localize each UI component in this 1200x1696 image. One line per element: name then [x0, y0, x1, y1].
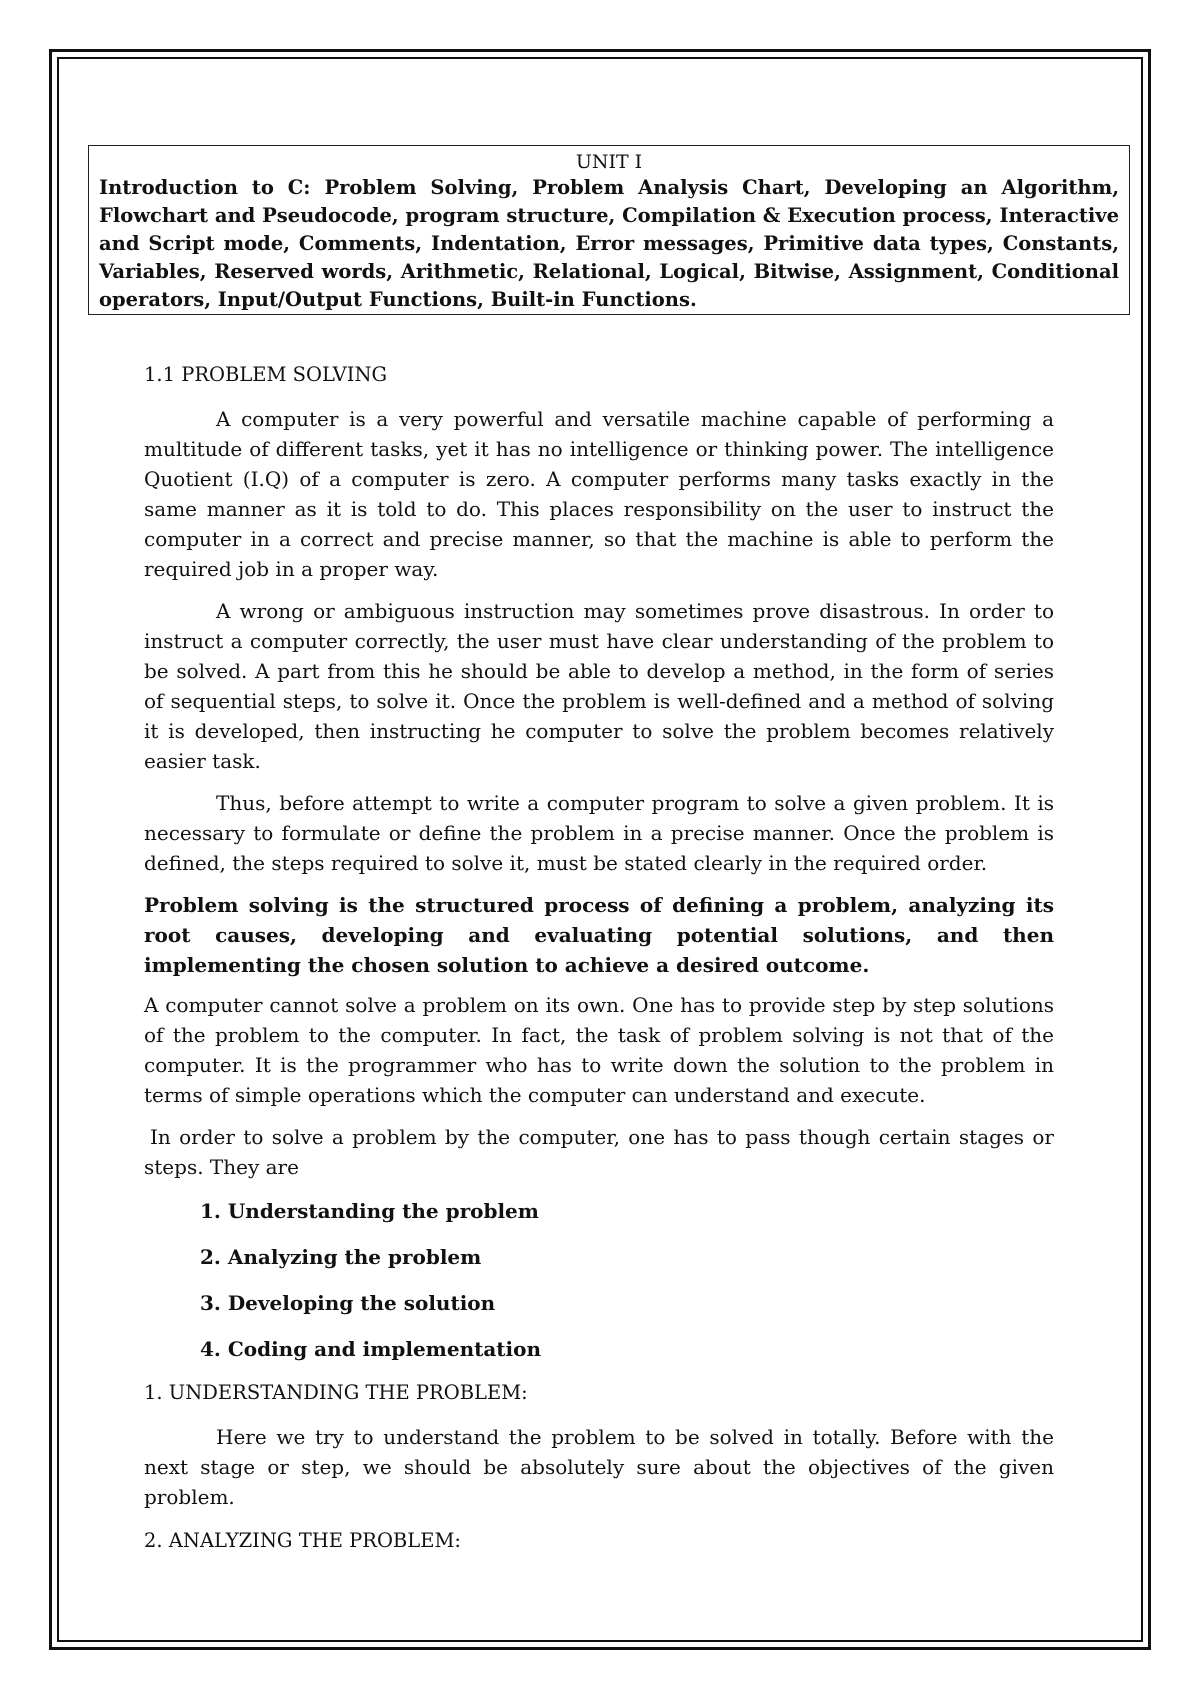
main-content	[144, 360, 1054, 1556]
list-item: 1. Understanding the problem	[200, 1199, 539, 1223]
unit-summary-box	[88, 145, 1130, 315]
unit-title: UNIT I	[575, 151, 643, 173]
section-heading: 1.1 PROBLEM SOLVING	[144, 363, 388, 386]
understanding-paragraph: Here we try to understand the problem to be solved in totally. Before with the next stage or step, we should be absolutely sure about the objectives of the given problem.	[144, 1425, 1054, 1509]
steps-list	[200, 1188, 1054, 1372]
list-item: 4. Coding and implementation	[200, 1337, 542, 1361]
unit-description: Introduction to C: Problem Solving, Problem Analysis Chart, Developing an Algorithm, Flowchart and Pseudocode, program structure, Compilation & Execution process, Interactive and Script mode, Comments, Indentation, Error messages, Primitive data types, Constants, Variables, Reserved words, Arithmetic, Relational, Logical, Bitwise, Assignment, Conditional operators, Input/Output Functions, Built-in Functions.	[99, 176, 1119, 311]
paragraph-intro: A computer is a very powerful and versatile machine capable of performing a multitude of different tasks, yet it has no intelligence or thinking power. The intelligence Quotient (I.Q) of a computer is zero. A computer performs many tasks exactly in the same manner as it is told to do. This places responsibility on the user to instruct the computer in a correct and precise manner, so that the machine is able to perform the required job in a proper way.	[144, 407, 1054, 581]
paragraph-stages: In order to solve a problem by the computer, one has to pass though certain stages or steps. They are	[144, 1125, 1054, 1179]
list-item: 3. Developing the solution	[200, 1291, 496, 1315]
definition-paragraph: Problem solving is the structured process of defining a problem, analyzing its root causes, developing and evaluating potential solutions, and then implementing the chosen solution to achieve a desired outcome.	[144, 893, 1054, 977]
paragraph-programmer: A computer cannot solve a problem on its own. One has to provide step by step solutions of the problem to the computer. In fact, the task of problem solving is not that of the computer. It is the programmer who has to write down the solution to the problem in terms of simple operations which the computer can understand and execute.	[144, 993, 1054, 1107]
understanding-heading: 1. UNDERSTANDING THE PROBLEM:	[144, 1381, 528, 1404]
paragraph-ambiguous: A wrong or ambiguous instruction may sometimes prove disastrous. In order to instruct a computer correctly, the user must have clear understanding of the problem to be solved. A part from this he should be able to develop a method, in the form of series of sequential steps, to solve it. Once the problem is well-defined and a method of solving it is developed, then instructing he computer to solve the problem becomes relatively easier task.	[144, 599, 1054, 773]
paragraph-formulate: Thus, before attempt to write a computer program to solve a given problem. It is necessary to formulate or define the problem in a precise manner. Once the problem is defined, the steps required to solve it, must be stated clearly in the required order.	[144, 791, 1054, 875]
analyzing-heading: 2. ANALYZING THE PROBLEM:	[144, 1529, 461, 1552]
list-item: 2. Analyzing the problem	[200, 1245, 482, 1269]
